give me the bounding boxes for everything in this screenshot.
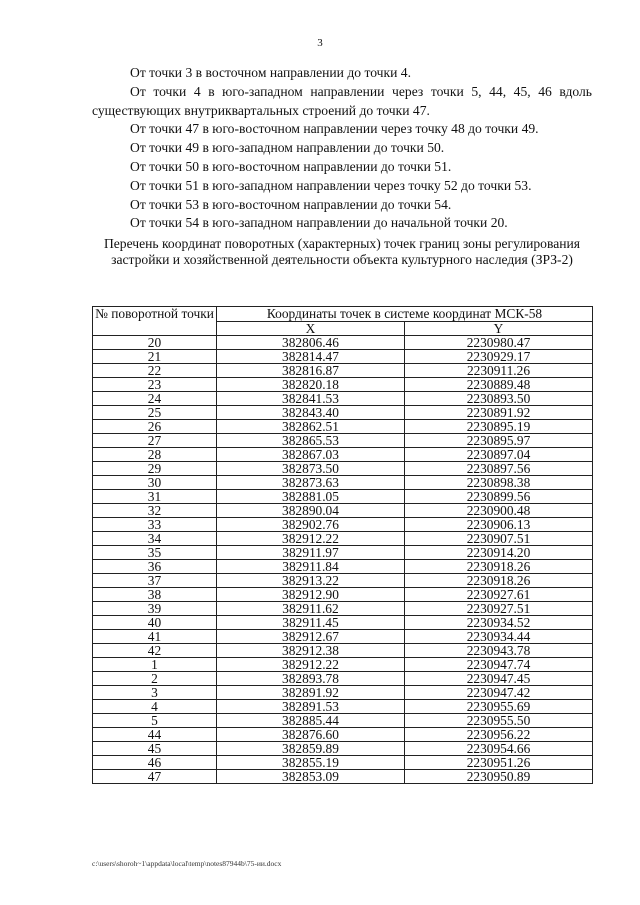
- x-coordinate-cell: 382862.51: [217, 420, 405, 434]
- y-coordinate-cell: 2230934.52: [405, 616, 593, 630]
- y-coordinate-cell: 2230934.44: [405, 630, 593, 644]
- x-coordinate-cell: 382911.84: [217, 560, 405, 574]
- table-row: [93, 448, 593, 462]
- boundary-description: [92, 64, 592, 233]
- y-coordinate-cell: 2230956.22: [405, 728, 593, 742]
- x-coordinate-cell: 382873.63: [217, 476, 405, 490]
- table-row: [93, 574, 593, 588]
- y-coordinate-cell: 2230947.42: [405, 686, 593, 700]
- table-row: [93, 714, 593, 728]
- y-coordinate-cell: 2230947.45: [405, 672, 593, 686]
- point-number-cell: 2: [93, 672, 217, 686]
- y-coordinate-cell: 2230906.13: [405, 518, 593, 532]
- x-coordinate-cell: 382820.18: [217, 378, 405, 392]
- y-coordinate-cell: 2230929.17: [405, 350, 593, 364]
- point-number-cell: 32: [93, 504, 217, 518]
- point-number-cell: 46: [93, 756, 217, 770]
- table-row: [93, 532, 593, 546]
- y-coordinate-cell: 2230927.51: [405, 602, 593, 616]
- table-body: [93, 336, 593, 784]
- x-coordinate-cell: 382885.44: [217, 714, 405, 728]
- x-coordinate-cell: 382865.53: [217, 434, 405, 448]
- y-coordinate-cell: 2230897.56: [405, 462, 593, 476]
- table-row: [93, 756, 593, 770]
- y-coordinate-cell: 2230943.78: [405, 644, 593, 658]
- x-coordinate-cell: 382893.78: [217, 672, 405, 686]
- y-coordinate-cell: 2230889.48: [405, 378, 593, 392]
- table-row: [93, 336, 593, 350]
- x-coordinate-cell: 382911.97: [217, 546, 405, 560]
- y-coordinate-cell: 2230914.20: [405, 546, 593, 560]
- table-row: [93, 588, 593, 602]
- y-coordinate-cell: 2230895.19: [405, 420, 593, 434]
- table-row: [93, 546, 593, 560]
- paragraph: От точки 3 в восточном направлении до точки 4.: [130, 65, 411, 80]
- table-row: [93, 728, 593, 742]
- table-row: [93, 616, 593, 630]
- point-number-cell: 34: [93, 532, 217, 546]
- y-coordinate-cell: 2230954.66: [405, 742, 593, 756]
- point-number-cell: 40: [93, 616, 217, 630]
- y-coordinate-cell: 2230951.26: [405, 756, 593, 770]
- point-number-cell: 37: [93, 574, 217, 588]
- x-coordinate-cell: 382891.92: [217, 686, 405, 700]
- table-row: [93, 630, 593, 644]
- point-number-cell: 42: [93, 644, 217, 658]
- y-coordinate-cell: 2230955.69: [405, 700, 593, 714]
- table-row: [93, 378, 593, 392]
- point-number-cell: 20: [93, 336, 217, 350]
- table-row: [93, 700, 593, 714]
- point-number-cell: 26: [93, 420, 217, 434]
- x-coordinate-cell: 382891.53: [217, 700, 405, 714]
- table-heading: Перечень координат поворотных (характерных) точек границ зоны регулирования застройки и хозяйственной деятельности объекта культурного наследия (ЗРЗ-2): [103, 236, 581, 267]
- x-coordinate-cell: 382890.04: [217, 504, 405, 518]
- point-number-cell: 31: [93, 490, 217, 504]
- paragraph: От точки 53 в юго-восточном направлении до точки 54.: [130, 196, 452, 212]
- point-number-cell: 47: [93, 770, 217, 784]
- table-row: [93, 602, 593, 616]
- y-coordinate-cell: 2230911.26: [405, 364, 593, 378]
- point-number-cell: 3: [93, 686, 217, 700]
- point-number-cell: 24: [93, 392, 217, 406]
- point-number-cell: 21: [93, 350, 217, 364]
- y-coordinate-cell: 2230980.47: [405, 336, 593, 350]
- x-coordinate-cell: 382806.46: [217, 336, 405, 350]
- y-coordinate-cell: 2230897.04: [405, 448, 593, 462]
- paragraph: От точки 4 в юго-западном направлении через точки 5, 44, 45, 46 вдоль существующих внутриквартальных строений до точки 47.: [92, 83, 592, 118]
- x-coordinate-cell: 382912.22: [217, 532, 405, 546]
- page-number: 3: [317, 37, 323, 49]
- x-coordinate-cell: 382814.47: [217, 350, 405, 364]
- y-coordinate-cell: 2230900.48: [405, 504, 593, 518]
- paragraph: От точки 47 в юго-восточном направлении через точку 48 до точки 49.: [130, 121, 539, 137]
- point-number-header: № поворотной точки: [93, 307, 217, 336]
- point-number-cell: 33: [93, 518, 217, 532]
- y-coordinate-cell: 2230918.26: [405, 560, 593, 574]
- table-row: [93, 490, 593, 504]
- table-row: [93, 462, 593, 476]
- x-coordinate-cell: 382912.22: [217, 658, 405, 672]
- y-coordinate-cell: 2230893.50: [405, 392, 593, 406]
- x-coordinate-cell: 382816.87: [217, 364, 405, 378]
- table-row: [93, 518, 593, 532]
- point-number-cell: 29: [93, 462, 217, 476]
- coordinate-system-header: Координаты точек в системе координат МСК-58: [217, 307, 593, 322]
- x-coordinate-cell: 382843.40: [217, 406, 405, 420]
- x-coordinate-cell: 382855.19: [217, 756, 405, 770]
- paragraph: От точки 50 в юго-восточном направлении до точки 51.: [130, 158, 452, 174]
- x-header: X: [217, 322, 405, 336]
- table-row: [93, 364, 593, 378]
- table-row: [93, 350, 593, 364]
- table-row: [93, 742, 593, 756]
- table-row: [93, 658, 593, 672]
- y-coordinate-cell: 2230895.97: [405, 434, 593, 448]
- point-number-cell: 35: [93, 546, 217, 560]
- point-number-cell: 30: [93, 476, 217, 490]
- point-number-cell: 25: [93, 406, 217, 420]
- point-number-cell: 22: [93, 364, 217, 378]
- y-coordinate-cell: 2230891.92: [405, 406, 593, 420]
- x-coordinate-cell: 382912.67: [217, 630, 405, 644]
- point-number-cell: 4: [93, 700, 217, 714]
- x-coordinate-cell: 382913.22: [217, 574, 405, 588]
- point-number-cell: 39: [93, 602, 217, 616]
- paragraph: От точки 49 в юго-западном направлении до точки 50.: [130, 140, 445, 156]
- point-number-cell: 5: [93, 714, 217, 728]
- footer-file-path: c:\users\shoroh~1\appdata\local\temp\notes87944b\75-ии.docx: [92, 859, 282, 868]
- x-coordinate-cell: 382911.45: [217, 616, 405, 630]
- x-coordinate-cell: 382859.89: [217, 742, 405, 756]
- point-number-cell: 45: [93, 742, 217, 756]
- point-number-cell: 1: [93, 658, 217, 672]
- x-coordinate-cell: 382841.53: [217, 392, 405, 406]
- table-row: [93, 770, 593, 784]
- table-row: [93, 504, 593, 518]
- x-coordinate-cell: 382853.09: [217, 770, 405, 784]
- x-coordinate-cell: 382911.62: [217, 602, 405, 616]
- table-row: [93, 392, 593, 406]
- paragraph: От точки 51 в юго-западном направлении через точку 52 до точки 53.: [130, 177, 532, 193]
- table-row: [93, 406, 593, 420]
- y-coordinate-cell: 2230950.89: [405, 770, 593, 784]
- y-coordinate-cell: 2230899.56: [405, 490, 593, 504]
- x-coordinate-cell: 382873.50: [217, 462, 405, 476]
- y-coordinate-cell: 2230907.51: [405, 532, 593, 546]
- point-number-cell: 23: [93, 378, 217, 392]
- y-coordinate-cell: 2230927.61: [405, 588, 593, 602]
- point-number-cell: 41: [93, 630, 217, 644]
- x-coordinate-cell: 382876.60: [217, 728, 405, 742]
- coordinates-table: [92, 306, 593, 784]
- table-row: [93, 672, 593, 686]
- table-row: [93, 476, 593, 490]
- point-number-cell: 27: [93, 434, 217, 448]
- x-coordinate-cell: 382902.76: [217, 518, 405, 532]
- y-coordinate-cell: 2230947.74: [405, 658, 593, 672]
- x-coordinate-cell: 382912.90: [217, 588, 405, 602]
- y-header: Y: [405, 322, 593, 336]
- y-coordinate-cell: 2230898.38: [405, 476, 593, 490]
- x-coordinate-cell: 382867.03: [217, 448, 405, 462]
- point-number-cell: 44: [93, 728, 217, 742]
- point-number-cell: 28: [93, 448, 217, 462]
- table-row: [93, 644, 593, 658]
- y-coordinate-cell: 2230955.50: [405, 714, 593, 728]
- y-coordinate-cell: 2230918.26: [405, 574, 593, 588]
- point-number-cell: 38: [93, 588, 217, 602]
- table-row: [93, 560, 593, 574]
- paragraph: От точки 54 в юго-западном направлении до начальной точки 20.: [130, 215, 508, 231]
- table-row: [93, 434, 593, 448]
- point-number-cell: 36: [93, 560, 217, 574]
- x-coordinate-cell: 382881.05: [217, 490, 405, 504]
- table-row: [93, 420, 593, 434]
- table-row: [93, 686, 593, 700]
- x-coordinate-cell: 382912.38: [217, 644, 405, 658]
